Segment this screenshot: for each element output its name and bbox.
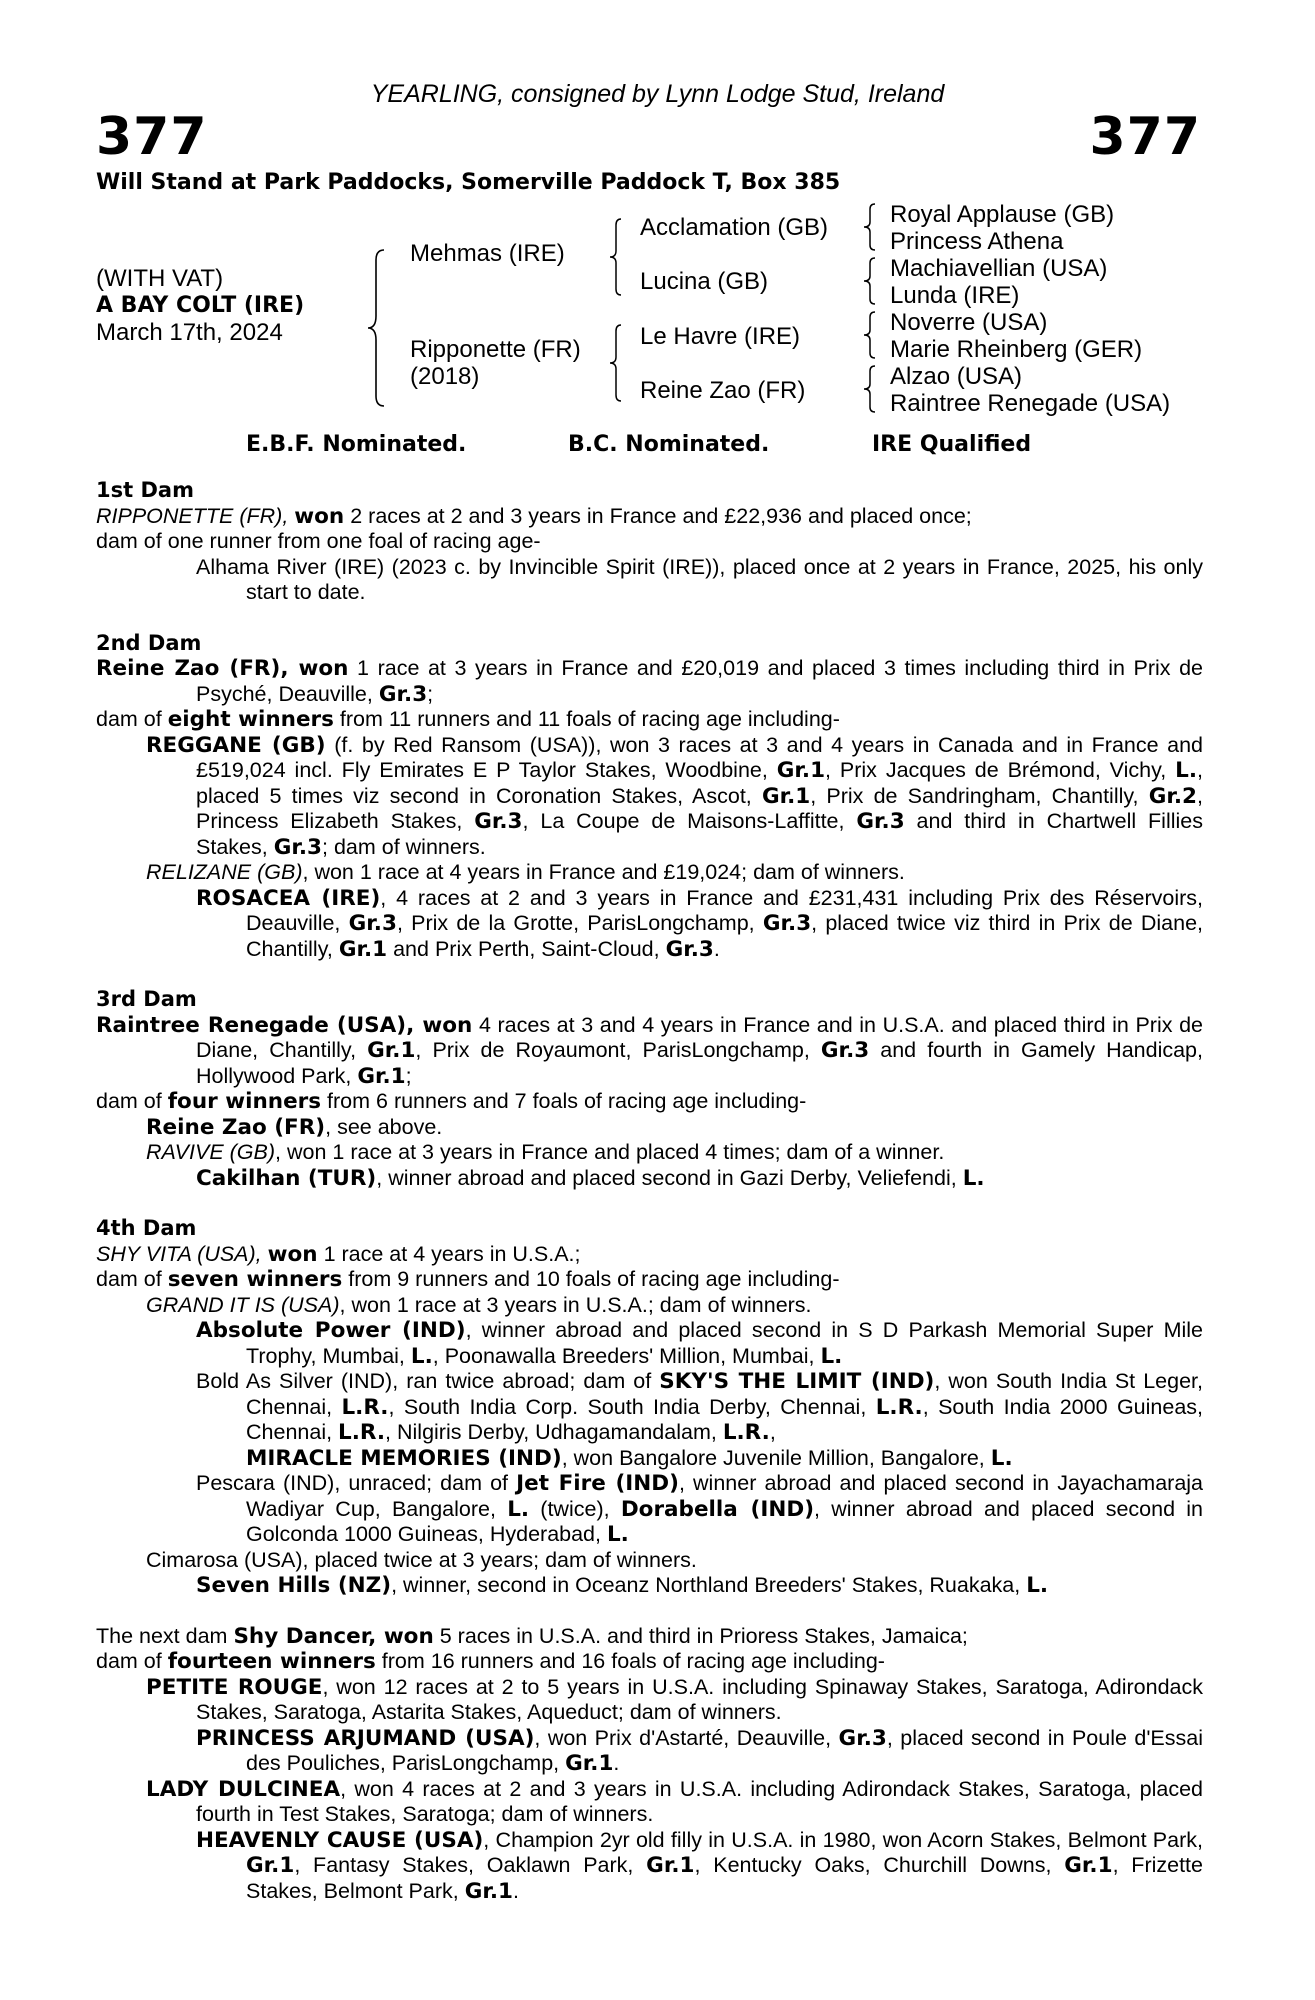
- absolute-power-record: Absolute Power (IND), winner abroad and placed second in S D Parkash Memorial Super Mile Trophy, Mumbai, L., Poonawalla Breeders' Million, Mumbai, L.: [196, 1318, 1203, 1369]
- petite-rouge-record: PETITE ROUGE, won 12 races at 2 to 5 years in U.S.A. including Spinaway Stakes, Saratoga, Adirondack Stakes, Saratoga, Astarita Stakes, Aqueduct; dam of winners.: [146, 1674, 1203, 1724]
- pedigree-brace-sire: [608, 217, 624, 297]
- sire-sire: Acclamation (GB): [640, 214, 829, 241]
- cimarosa-record: Cimarosa (USA), placed twice at 3 years; dam of winners.: [146, 1547, 697, 1572]
- fourth-dam-produce: dam of seven winners from 9 runners and 10 foals of racing age including-: [96, 1267, 840, 1292]
- gg-1: Royal Applause (GB): [890, 201, 1115, 228]
- reggane-record: REGGANE (GB) (f. by Red Ransom (USA)), won 3 races at 3 and 4 years in Canada and in France and £519,024 incl. Fly Emirates E P Taylor Stakes, Woodbine, Gr.1, Prix Jacques de Brémond, Vichy, L., placed 5 times viz second in Coronation Stakes, Ascot, Gr.1, Prix de Sandringham, Chantilly, Gr.2, Princess Elizabeth Stakes, Gr.3, La Coupe de Maisons-Laffitte, Gr.3 and third in Chartwell Fillies Stakes, Gr.3; dam of winners.: [146, 732, 1204, 860]
- vat-note: (WITH VAT): [96, 265, 224, 292]
- grand-it-is-record: GRAND IT IS (USA), won 1 race at 3 years in U.S.A.; dam of winners.: [146, 1292, 812, 1317]
- ebf-nomination: E.B.F. Nominated.: [246, 432, 467, 457]
- miracle-memories-record: MIRACLE MEMORIES (IND), won Bangalore Juvenile Million, Bangalore, L.: [246, 1445, 1013, 1471]
- heavenly-cause-record: HEAVENLY CAUSE (USA), Champion 2yr old filly in U.S.A. in 1980, won Acorn Stakes, Belmont Park, Gr.1, Fantasy Stakes, Oaklawn Park, Gr.1, Kentucky Oaks, Churchill Downs, Gr.1, Frizette Stakes, Belmont Park, Gr.1.: [196, 1827, 1203, 1904]
- ravive-record: RAVIVE (GB), won 1 race at 3 years in France and placed 4 times; dam of a winner.: [146, 1140, 945, 1164]
- bold-as-silver-record: Bold As Silver (IND), ran twice abroad; dam of SKY'S THE LIMIT (IND), won South India St Leger, Chennai, L.R., South India Corp. South India Derby, Chennai, L.R., South India 2000 Guineas, Chennai, L.R., Nilgiris Derby, Udhagamandalam, L.R.,: [196, 1369, 1203, 1445]
- seven-hills-record: Seven Hills (NZ), winner, second in Oceanz Northland Breeders' Stakes, Ruakaka, L.: [196, 1573, 1049, 1598]
- relizane-record: RELIZANE (GB), won 1 race at 4 years in France and £19,024; dam of winners.: [146, 860, 905, 884]
- dam: Ripponette (FR): [410, 336, 581, 363]
- pedigree-brace-g3: [862, 310, 878, 360]
- bc-nomination: B.C. Nominated.: [568, 432, 770, 457]
- first-dam-heading: 1st Dam: [96, 478, 194, 502]
- pescara-record: Pescara (IND), unraced; dam of Jet Fire (IND), winner abroad and placed second in Jayachamaraja Wadiyar Cup, Bangalore, L. (twice), Dorabella (IND), winner abroad and placed second in Golconda 1000 Guineas, Hyderabad, L.: [196, 1471, 1204, 1547]
- first-dam-foal: Alhama River (IRE) (2023 c. by Invincible Spirit (IRE)), placed once at 2 years in France, 2025, his only start to date.: [196, 554, 1203, 604]
- pedigree-notes: [96, 478, 1203, 1904]
- second-dam-record: Reine Zao (FR), won 1 race at 3 years in France and £20,019 and placed 3 times including third in Prix de Psyché, Deauville, Gr.3;: [96, 656, 1203, 707]
- fourth-dam-record: SHY VITA (USA), won 1 race at 4 years in U.S.A.;: [96, 1241, 581, 1267]
- stabling-line: Will Stand at Park Paddocks, Somerville Paddock T, Box 385: [96, 170, 841, 195]
- next-dam-record: The next dam Shy Dancer, won 5 races in U.S.A. and third in Prioress Stakes, Jamaica;: [96, 1623, 968, 1649]
- dam-dam: Reine Zao (FR): [640, 377, 806, 404]
- first-dam-name: RIPPONETTE (FR),: [96, 503, 289, 528]
- lady-dulcinea-record: LADY DULCINEA, won 4 races at 2 and 3 years in U.S.A. including Adirondack Stakes, Saratoga, placed fourth in Test Stakes, Saratoga; dam of winners.: [146, 1776, 1203, 1826]
- pedigree-brace-g4: [862, 364, 878, 414]
- dam-sire: Le Havre (IRE): [640, 323, 801, 350]
- lot-number-right: 377: [1089, 107, 1201, 167]
- gg-3: Machiavellian (USA): [890, 255, 1108, 282]
- first-dam-produce: dam of one runner from one foal of racing age-: [96, 529, 541, 553]
- ire-qualified: IRE Qualified: [872, 432, 1032, 457]
- horse-name: A BAY COLT (IRE): [96, 293, 305, 318]
- reine-zao-ref: Reine Zao (FR), see above.: [146, 1114, 443, 1140]
- second-dam-produce: dam of eight winners from 11 runners and 11 foals of racing age including-: [96, 707, 840, 732]
- sire-dam: Lucina (GB): [640, 268, 769, 295]
- sire: Mehmas (IRE): [410, 240, 565, 267]
- lot-number-left: 377: [96, 107, 208, 167]
- gg-5: Noverre (USA): [890, 309, 1048, 336]
- pedigree-brace-main: [366, 248, 388, 408]
- first-dam-record: RIPPONETTE (FR), won 2 races at 2 and 3 years in France and £22,936 and placed once;: [96, 503, 972, 529]
- dam-year: (2018): [410, 363, 480, 390]
- gg-8: Raintree Renegade (USA): [890, 390, 1171, 417]
- foaling-date: March 17th, 2024: [96, 319, 283, 346]
- third-dam-record: Raintree Renegade (USA), won 4 races at 3 and 4 years in France and in U.S.A. and placed third in Prix de Diane, Chantilly, Gr.1, Prix de Royaumont, ParisLongchamp, Gr.3 and fourth in Gamely Handicap, Hollywood Park, Gr.1;: [96, 1012, 1204, 1089]
- princess-arjumand-record: PRINCESS ARJUMAND (USA), won Prix d'Astarté, Deauville, Gr.3, placed second in Poule d'Essai des Pouliches, ParisLongchamp, Gr.1.: [196, 1725, 1203, 1776]
- gg-6: Marie Rheinberg (GER): [890, 336, 1143, 363]
- third-dam-produce: dam of four winners from 6 runners and 7 foals of racing age including-: [96, 1089, 807, 1114]
- consignor-line: YEARLING, consigned by Lynn Lodge Stud, Ireland: [370, 80, 945, 108]
- pedigree-brace-dam: [608, 323, 624, 403]
- gg-7: Alzao (USA): [890, 363, 1023, 390]
- gg-4: Lunda (IRE): [890, 282, 1020, 309]
- cakilhan-record: Cakilhan (TUR), winner abroad and placed second in Gazi Derby, Veliefendi, L.: [196, 1165, 985, 1191]
- gg-2: Princess Athena: [890, 228, 1064, 255]
- pedigree-brace-g2: [862, 256, 878, 306]
- next-dam-produce: dam of fourteen winners from 16 runners and 16 foals of racing age including-: [96, 1649, 885, 1674]
- pedigree-brace-g1: [862, 202, 878, 252]
- rosacea-record: ROSACEA (IRE), 4 races at 2 and 3 years in France and £231,431 including Prix des Réservoirs, Deauville, Gr.3, Prix de la Grotte, ParisLongchamp, Gr.3, placed twice viz third in Prix de Diane, Chantilly, Gr.1 and Prix Perth, Saint-Cloud, Gr.3.: [196, 885, 1204, 962]
- third-dam-heading: 3rd Dam: [96, 987, 197, 1011]
- second-dam-heading: 2nd Dam: [96, 630, 202, 655]
- fourth-dam-heading: 4th Dam: [96, 1216, 197, 1240]
